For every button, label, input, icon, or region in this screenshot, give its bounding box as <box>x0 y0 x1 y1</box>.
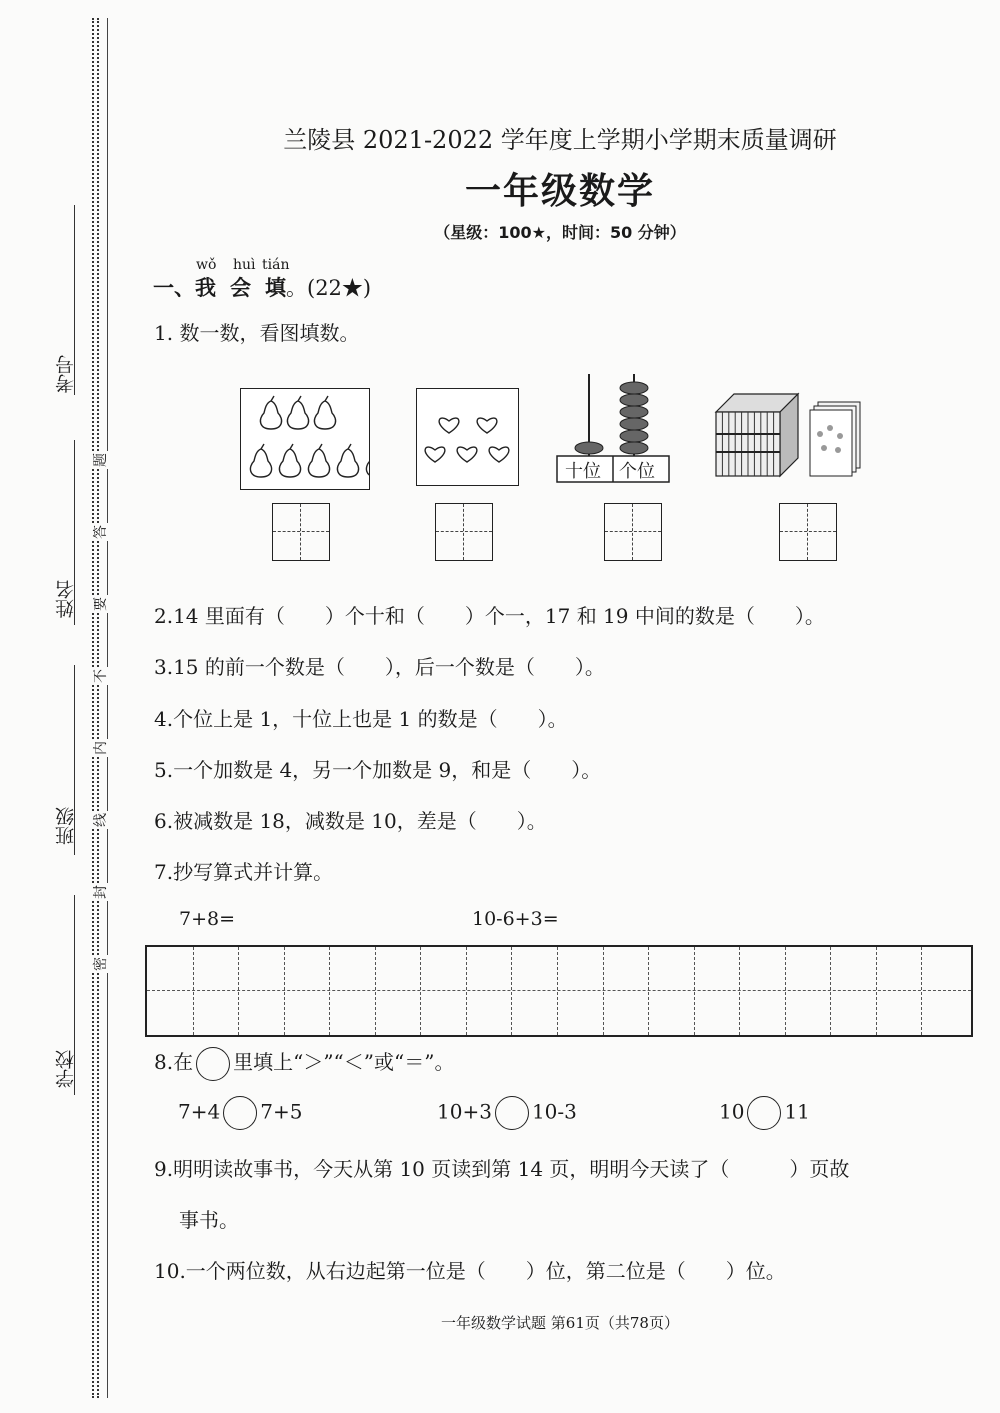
compare-circle[interactable] <box>223 1096 257 1130</box>
q8-pre: 8.在 <box>154 1050 194 1074</box>
pears-picture <box>240 388 370 490</box>
compare-right: 7+5 <box>260 1099 303 1124</box>
field-class[interactable] <box>44 665 84 855</box>
pear-icon <box>279 449 300 477</box>
field-school[interactable] <box>44 895 84 1095</box>
bead-tens <box>575 442 603 454</box>
writing-grid[interactable] <box>145 945 973 1037</box>
compare-circle[interactable] <box>747 1096 781 1130</box>
bead-ones <box>620 394 648 406</box>
abacus <box>556 372 672 484</box>
heart-icon <box>425 447 445 462</box>
seal-char: 不 <box>90 667 110 685</box>
q8-post: 里填上“＞”“＜”或“＝”。 <box>233 1050 455 1074</box>
pear-icon <box>250 449 271 477</box>
exam-info: （星级：100★，时间：50 分钟） <box>434 223 686 242</box>
page-footer: 一年级数学试题 第61页（共78页） <box>441 1314 679 1332</box>
stick-bundle-icon <box>714 390 864 480</box>
answer-box-abacus[interactable] <box>604 503 662 561</box>
bead-ones <box>620 418 648 430</box>
pear-icon <box>287 401 308 429</box>
seal-char: 内 <box>90 739 110 757</box>
compare-left: 7+4 <box>178 1099 221 1124</box>
question-8 <box>154 1046 454 1081</box>
heart-icon <box>477 418 497 433</box>
heart-icon <box>439 418 459 433</box>
question-3: 3.15 的前一个数是（ ），后一个数是（ ）。 <box>154 655 605 679</box>
hearts-picture <box>416 388 519 486</box>
bead-ones <box>620 442 648 454</box>
seal-char: 封 <box>90 883 110 901</box>
circle-icon <box>196 1047 230 1081</box>
pear-icon <box>314 401 335 429</box>
section-score: 。(22★) <box>286 276 372 300</box>
question-6: 6.被减数是 18，减数是 10，差是（ ）。 <box>154 809 547 833</box>
question-9-cont: 事书。 <box>179 1208 239 1232</box>
seal-char: 题 <box>90 451 110 469</box>
compare-left: 10+3 <box>437 1099 492 1124</box>
pinyin-char: huì 会 <box>230 257 256 300</box>
compare-item-3 <box>719 1096 810 1130</box>
bead-ones <box>620 382 648 394</box>
compare-right: 10-3 <box>531 1099 577 1124</box>
compare-item-1 <box>178 1096 302 1130</box>
field-name-label: 姓名 <box>55 580 77 618</box>
pinyin-char: wǒ 我 <box>195 257 217 300</box>
field-exam-number-label: 考号 <box>55 355 77 393</box>
question-4: 4.个位上是 1，十位上也是 1 的数是（ ）。 <box>154 707 568 731</box>
pear-icon <box>260 401 281 429</box>
question-10: 10.一个两位数，从右边起第一位是（ ）位，第二位是（ ）位。 <box>154 1259 786 1283</box>
abacus-ones-label: 个位 <box>619 461 655 482</box>
compare-item-2 <box>437 1096 577 1130</box>
bead-ones <box>620 406 648 418</box>
page-title: 一年级数学 <box>464 171 655 212</box>
question-7: 7.抄写算式并计算。 <box>154 860 334 884</box>
answer-box-pears[interactable] <box>272 503 330 561</box>
pear-icon <box>337 449 358 477</box>
answer-box-hearts[interactable] <box>435 503 493 561</box>
abacus-tens-label: 十位 <box>565 461 601 482</box>
field-exam-number[interactable] <box>44 205 84 395</box>
question-5: 5.一个加数是 4，另一个加数是 9，和是（ ）。 <box>154 758 602 782</box>
pear-icon <box>366 449 369 477</box>
question-2: 2.14 里面有（ ）个十和（ ）个一，17 和 19 中间的数是（ ）。 <box>154 604 825 628</box>
field-name[interactable] <box>44 440 84 625</box>
field-class-label: 班级 <box>55 807 77 845</box>
binding-solid-line <box>107 18 108 1398</box>
heart-icon-group <box>417 389 518 485</box>
section-heading <box>153 257 372 302</box>
q7-expression-1: 7+8= <box>179 908 236 930</box>
question-9: 9.明明读故事书，今天从第 10 页读到第 14 页，明明今天读了（ ）页故 <box>154 1157 850 1181</box>
q7-expression-2: 10-6+3= <box>472 908 559 930</box>
binding-dotted-line <box>92 18 94 1398</box>
seal-char: 答 <box>90 523 110 541</box>
pear-icon <box>308 449 329 477</box>
seal-char: 线 <box>90 811 110 829</box>
seal-char: 密 <box>90 955 110 973</box>
answer-box-bundle[interactable] <box>779 503 837 561</box>
section-number: 一、 <box>153 276 195 300</box>
compare-left: 10 <box>719 1099 745 1124</box>
compare-circle[interactable] <box>495 1096 529 1130</box>
school-title: 兰陵县 2021-2022 学年度上学期小学期末质量调研 <box>283 126 837 154</box>
seal-char: 要 <box>90 595 110 613</box>
pear-icon-group <box>241 389 369 489</box>
binding-dotted-line <box>97 18 99 1398</box>
bead-ones <box>620 430 648 442</box>
pinyin-char: tián 填 <box>262 257 290 300</box>
compare-right: 11 <box>784 1099 810 1124</box>
field-school-label: 学校 <box>55 1050 77 1088</box>
question-1: 1. 数一数，看图填数。 <box>154 321 360 345</box>
heart-icon <box>489 447 509 462</box>
bundle-picture <box>714 390 864 480</box>
heart-icon <box>457 447 477 462</box>
